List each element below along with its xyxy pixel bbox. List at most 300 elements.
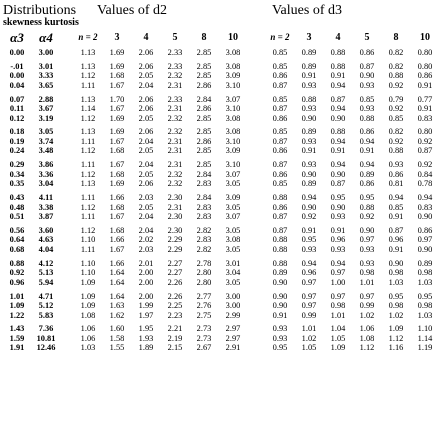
- cell-alpha3: 0.18: [9, 127, 25, 137]
- cell-d3-n4: 1.00: [330, 277, 346, 287]
- cell-d3-n5: 1.08: [359, 333, 375, 343]
- cell-alpha4: 3.60: [38, 225, 54, 235]
- cell-d2-n10: 3.05: [225, 244, 241, 254]
- cell-alpha4: 5.83: [38, 310, 54, 320]
- cell-d3-n10: 1.10: [417, 324, 433, 334]
- cell-alpha4: 12.46: [36, 343, 56, 353]
- cell-d3-n2: 0.86: [272, 146, 288, 156]
- d2-header-n4: 4: [143, 32, 149, 43]
- cell-d2-n8: 2.83: [196, 202, 212, 212]
- cell-alpha3: 0.88: [9, 258, 25, 268]
- cell-d3-n8: 0.85: [388, 113, 404, 123]
- cell-d2-n8: 2.75: [196, 310, 212, 320]
- cell-d3-n8: 1.16: [388, 343, 404, 353]
- cell-d2-n4: 2.06: [138, 94, 154, 104]
- cell-alpha4: 3.48: [38, 146, 54, 156]
- cell-d3-n8: 1.02: [388, 310, 404, 320]
- cell-d2-n5: 2.32: [167, 71, 183, 81]
- cell-d2-n2: 1.10: [80, 235, 96, 245]
- cell-d2-n2: 1.14: [80, 104, 96, 114]
- cell-d3-n8: 0.91: [388, 244, 404, 254]
- cell-d3-n5: 1.02: [359, 310, 375, 320]
- d2-header-n8: 8: [201, 32, 207, 43]
- cell-d2-n4: 1.99: [138, 301, 154, 311]
- cell-d2-n8: 2.67: [196, 343, 212, 353]
- cell-d2-n8: 2.84: [196, 169, 212, 179]
- table-row: [0, 81, 439, 91]
- cell-d3-n5: 0.95: [359, 193, 375, 203]
- cell-d2-n4: 1.93: [138, 333, 154, 343]
- cell-d2-n3: 1.68: [109, 225, 125, 235]
- cell-d2-n5: 2.31: [167, 104, 183, 114]
- cell-d2-n3: 1.67: [109, 80, 125, 90]
- cell-d3-n10: 0.80: [417, 61, 433, 71]
- cell-d2-n10: 3.10: [225, 160, 241, 170]
- cell-d3-n10: 0.80: [417, 127, 433, 137]
- cell-d2-n10: 2.97: [225, 333, 241, 343]
- cell-d2-n8: 2.77: [196, 291, 212, 301]
- cell-d2-n2: 1.12: [80, 169, 96, 179]
- cell-d3-n8: 0.88: [388, 71, 404, 81]
- cell-d3-n8: 0.88: [388, 146, 404, 156]
- cell-d2-n4: 1.97: [138, 310, 154, 320]
- d3-header-n8: 8: [393, 32, 399, 43]
- cell-d2-n10: 3.08: [225, 127, 241, 137]
- cell-d2-n10: 2.97: [225, 324, 241, 334]
- cell-alpha4: 3.05: [38, 127, 54, 137]
- cell-d2-n2: 1.13: [80, 94, 96, 104]
- cell-d3-n3: 0.97: [301, 301, 317, 311]
- cell-d3-n4: 0.98: [330, 301, 346, 311]
- cell-d3-n10: 0.83: [417, 113, 433, 123]
- cell-d3-n3: 0.97: [301, 277, 317, 287]
- cell-alpha4: 3.65: [38, 80, 54, 90]
- cell-d3-n5: 0.89: [359, 169, 375, 179]
- cell-alpha4: 3.00: [38, 48, 54, 57]
- alpha4-header: α4: [39, 30, 53, 45]
- cell-d3-n5: 0.92: [359, 212, 375, 222]
- cell-d3-n4: 0.88: [330, 127, 346, 137]
- cell-d2-n5: 2.29: [167, 235, 183, 245]
- cell-d3-n3: 0.94: [301, 193, 317, 203]
- cell-d3-n10: 0.84: [417, 169, 433, 179]
- cell-alpha3: -.01: [10, 61, 24, 71]
- cell-d2-n2: 1.03: [80, 343, 96, 353]
- cell-alpha4: 4.63: [38, 235, 54, 245]
- cell-d3-n5: 0.93: [359, 104, 375, 114]
- alpha3-header: α3: [10, 30, 24, 45]
- cell-d2-n3: 1.64: [109, 268, 125, 278]
- cell-d2-n2: 1.12: [80, 113, 96, 123]
- cell-d2-n2: 1.13: [80, 127, 96, 137]
- cell-alpha3: 0.35: [9, 179, 25, 189]
- cell-d3-n2: 0.90: [272, 277, 288, 287]
- d3-header-n4: 4: [335, 32, 341, 43]
- cell-d2-n8: 2.85: [196, 48, 212, 57]
- cell-d2-n10: 3.04: [225, 268, 241, 278]
- cell-d2-n5: 2.33: [167, 94, 183, 104]
- cell-d3-n2: 0.88: [272, 258, 288, 268]
- table-row: [0, 301, 439, 311]
- cell-d2-n8: 2.78: [196, 258, 212, 268]
- cell-d3-n8: 0.82: [388, 48, 404, 57]
- cell-d3-n5: 0.88: [359, 202, 375, 212]
- cell-d2-n5: 2.27: [167, 258, 183, 268]
- cell-d2-n4: 2.04: [138, 212, 154, 222]
- cell-d2-n4: 2.06: [138, 127, 154, 137]
- cell-d3-n2: 0.86: [272, 113, 288, 123]
- cell-d3-n2: 0.85: [272, 179, 288, 189]
- cell-d2-n2: 1.11: [80, 80, 96, 90]
- cell-d3-n4: 0.94: [330, 160, 346, 170]
- table-row: [0, 104, 439, 114]
- cell-d3-n10: 0.87: [417, 146, 433, 156]
- cell-d2-n3: 1.68: [109, 169, 125, 179]
- cell-d2-n8: 2.86: [196, 104, 212, 114]
- cell-d3-n4: 0.88: [330, 48, 346, 57]
- cell-d2-n2: 1.13: [80, 179, 96, 189]
- cell-d2-n3: 1.60: [109, 324, 125, 334]
- cell-d2-n5: 2.26: [167, 291, 183, 301]
- cell-d3-n4: 1.09: [330, 343, 346, 353]
- cell-d2-n3: 1.68: [109, 146, 125, 156]
- cell-d3-n8: 0.96: [388, 235, 404, 245]
- cell-d3-n8: 0.91: [388, 212, 404, 222]
- cell-alpha3: 0.00: [9, 48, 25, 57]
- cell-d3-n3: 0.89: [301, 127, 317, 137]
- cell-d3-n5: 1.01: [359, 277, 375, 287]
- cell-d3-n2: 0.85: [272, 48, 288, 57]
- cell-d2-n8: 2.80: [196, 277, 212, 287]
- cell-d2-n4: 2.05: [138, 169, 154, 179]
- cell-d2-n2: 1.09: [80, 291, 96, 301]
- table-row: [0, 71, 439, 81]
- cell-alpha3: 0.12: [9, 113, 25, 123]
- cell-alpha3: 0.96: [9, 277, 25, 287]
- cell-d2-n8: 2.83: [196, 179, 212, 189]
- cell-d2-n10: 3.10: [225, 136, 241, 146]
- cell-d3-n4: 0.97: [330, 291, 346, 301]
- cell-d3-n3: 0.89: [301, 48, 317, 57]
- table-row: [0, 245, 439, 255]
- cell-d3-n8: 0.81: [388, 179, 404, 189]
- cell-alpha3: 1.22: [9, 310, 25, 320]
- cell-d3-n10: 0.78: [417, 179, 433, 189]
- cell-d3-n2: 0.91: [272, 310, 288, 320]
- cell-alpha4: 5.13: [38, 268, 54, 278]
- cell-alpha4: 3.19: [38, 113, 54, 123]
- cell-d2-n2: 1.11: [80, 193, 96, 203]
- cell-d2-n5: 2.30: [167, 225, 183, 235]
- cell-d2-n10: 3.08: [225, 113, 241, 123]
- cell-d3-n4: 0.91: [330, 225, 346, 235]
- cell-d3-n10: 0.91: [417, 80, 433, 90]
- cell-d3-n10: 0.86: [417, 225, 433, 235]
- cell-d2-n2: 1.11: [80, 244, 96, 254]
- cell-d3-n3: 0.95: [301, 235, 317, 245]
- cell-d3-n5: 0.91: [359, 146, 375, 156]
- cell-d3-n8: 1.03: [388, 277, 404, 287]
- table-row: [0, 259, 439, 269]
- cell-d3-n10: 0.83: [417, 202, 433, 212]
- cell-d2-n10: 3.07: [225, 94, 241, 104]
- cell-d3-n4: 0.87: [330, 179, 346, 189]
- cell-d3-n2: 0.86: [272, 71, 288, 81]
- cell-alpha4: 5.12: [38, 301, 54, 311]
- cell-d2-n4: 2.06: [138, 179, 154, 189]
- cell-d3-n5: 0.93: [359, 244, 375, 254]
- cell-d2-n2: 1.13: [80, 61, 96, 71]
- cell-d2-n3: 1.67: [109, 244, 125, 254]
- cell-d2-n3: 1.69: [109, 127, 125, 137]
- cell-d3-n4: 1.01: [330, 310, 346, 320]
- cell-d3-n3: 0.89: [301, 179, 317, 189]
- cell-d3-n2: 0.85: [272, 61, 288, 71]
- cell-d2-n3: 1.69: [109, 48, 125, 57]
- cell-d2-n2: 1.11: [80, 212, 96, 222]
- cell-d2-n3: 1.62: [109, 310, 125, 320]
- cell-alpha3: 0.04: [9, 80, 25, 90]
- cell-alpha4: 3.87: [38, 212, 54, 222]
- table-row: [0, 268, 439, 278]
- table-row: [0, 324, 439, 334]
- cell-d3-n3: 0.91: [301, 146, 317, 156]
- cell-alpha3: 0.68: [9, 244, 25, 254]
- d2-header-n2: n = 2: [78, 32, 98, 42]
- cell-alpha3: 1.59: [9, 333, 25, 343]
- cell-d2-n8: 2.85: [196, 160, 212, 170]
- cell-alpha3: 0.48: [9, 202, 25, 212]
- cell-d2-n5: 2.33: [167, 61, 183, 71]
- cell-d2-n5: 2.31: [167, 160, 183, 170]
- cell-d2-n8: 2.85: [196, 61, 212, 71]
- d3-header-n10: 10: [420, 32, 430, 43]
- cell-d2-n8: 2.85: [196, 113, 212, 123]
- cell-d3-n3: 0.91: [301, 71, 317, 81]
- cell-d3-n8: 0.87: [388, 225, 404, 235]
- cell-d3-n4: 0.90: [330, 169, 346, 179]
- cell-d2-n4: 2.06: [138, 48, 154, 57]
- table-row: [0, 226, 439, 236]
- cell-d2-n4: 2.00: [138, 291, 154, 301]
- cell-d2-n10: 3.05: [225, 277, 241, 287]
- cell-d2-n4: 2.03: [138, 244, 154, 254]
- cell-d2-n8: 2.80: [196, 268, 212, 278]
- cell-d2-n4: 2.05: [138, 113, 154, 123]
- cell-alpha3: 1.01: [9, 291, 25, 301]
- cell-d2-n5: 2.29: [167, 244, 183, 254]
- table-row: [0, 203, 439, 213]
- cell-d2-n5: 2.30: [167, 193, 183, 203]
- cell-d3-n5: 0.93: [359, 80, 375, 90]
- cell-d2-n8: 2.84: [196, 94, 212, 104]
- table-row: [0, 311, 439, 321]
- cell-d3-n3: 0.91: [301, 225, 317, 235]
- table-row: [0, 95, 439, 105]
- cell-d2-n3: 1.66: [109, 258, 125, 268]
- cell-d2-n2: 1.09: [80, 301, 96, 311]
- cell-d3-n2: 0.87: [272, 136, 288, 146]
- cell-d3-n4: 0.93: [330, 212, 346, 222]
- cell-d3-n4: 1.05: [330, 333, 346, 343]
- cell-d3-n3: 0.89: [301, 61, 317, 71]
- cell-alpha3: 1.09: [9, 301, 25, 311]
- cell-d2-n10: 3.07: [225, 169, 241, 179]
- cell-d3-n2: 0.93: [272, 324, 288, 334]
- cell-alpha4: 4.71: [38, 291, 54, 301]
- cell-d3-n5: 1.12: [359, 343, 375, 353]
- cell-d2-n3: 1.67: [109, 160, 125, 170]
- cell-d2-n10: 3.08: [225, 48, 241, 57]
- cell-d2-n10: 3.00: [225, 291, 241, 301]
- cell-d2-n10: 3.09: [225, 146, 241, 156]
- cell-d2-n10: 3.05: [225, 202, 241, 212]
- cell-d3-n5: 0.94: [359, 160, 375, 170]
- cell-d2-n2: 1.13: [80, 48, 96, 57]
- cell-d2-n8: 2.85: [196, 71, 212, 81]
- cell-d2-n2: 1.12: [80, 202, 96, 212]
- cell-d2-n2: 1.08: [80, 310, 96, 320]
- cell-d2-n10: 3.05: [225, 225, 241, 235]
- cell-alpha4: 10.81: [36, 333, 56, 343]
- cell-d3-n10: 0.92: [417, 160, 433, 170]
- column-header-row: [0, 30, 439, 45]
- cell-d2-n5: 2.21: [167, 324, 183, 334]
- cell-d2-n4: 2.04: [138, 136, 154, 146]
- table-row: [0, 127, 439, 137]
- cell-d3-n3: 0.93: [301, 80, 317, 90]
- cell-d3-n2: 0.85: [272, 127, 288, 137]
- d2-header-n5: 5: [172, 32, 178, 43]
- cell-d2-n3: 1.67: [109, 212, 125, 222]
- cell-d3-n8: 0.85: [388, 202, 404, 212]
- cell-d2-n8: 2.84: [196, 193, 212, 203]
- cell-d2-n4: 2.03: [138, 193, 154, 203]
- d3-header-n3: 3: [306, 32, 312, 43]
- cell-alpha3: 0.34: [9, 169, 25, 179]
- cell-alpha3: 0.07: [9, 94, 25, 104]
- cell-d3-n8: 0.92: [388, 136, 404, 146]
- cell-d3-n3: 0.90: [301, 169, 317, 179]
- cell-d2-n5: 2.15: [167, 343, 183, 353]
- cell-d2-n3: 1.68: [109, 202, 125, 212]
- cell-d3-n4: 0.91: [330, 71, 346, 81]
- cell-d3-n5: 0.90: [359, 225, 375, 235]
- cell-d3-n3: 0.90: [301, 113, 317, 123]
- cell-d2-n5: 2.23: [167, 310, 183, 320]
- cell-d2-n10: 3.09: [225, 193, 241, 203]
- cell-d2-n8: 2.82: [196, 225, 212, 235]
- cell-d3-n5: 0.86: [359, 127, 375, 137]
- cell-d2-n3: 1.55: [109, 343, 125, 353]
- cell-alpha4: 4.11: [38, 193, 54, 203]
- table-row: [0, 146, 439, 156]
- table-row: [0, 179, 439, 189]
- cell-d3-n4: 0.94: [330, 258, 346, 268]
- cell-d2-n3: 1.69: [109, 179, 125, 189]
- cell-d3-n4: 0.95: [330, 193, 346, 203]
- cell-d3-n5: 0.97: [359, 291, 375, 301]
- cell-d2-n5: 2.31: [167, 80, 183, 90]
- cell-d3-n10: 1.19: [417, 343, 433, 353]
- cell-d3-n5: 0.94: [359, 136, 375, 146]
- cell-d3-n2: 0.89: [272, 268, 288, 278]
- cell-alpha3: 0.43: [9, 193, 25, 203]
- table-row: [0, 193, 439, 203]
- cell-d3-n8: 0.90: [388, 258, 404, 268]
- cell-d2-n3: 1.67: [109, 136, 125, 146]
- cell-d3-n5: 0.99: [359, 301, 375, 311]
- table-body: [0, 48, 439, 353]
- d3-header-n2: n = 2: [270, 32, 290, 42]
- table-row: [0, 278, 439, 288]
- table-row: [0, 62, 439, 72]
- cell-alpha4: 7.36: [38, 324, 54, 334]
- cell-d3-n10: 0.98: [417, 268, 433, 278]
- cell-d3-n5: 0.90: [359, 71, 375, 81]
- cell-d3-n5: 0.86: [359, 48, 375, 57]
- cell-alpha3: 0.92: [9, 268, 25, 278]
- cell-d2-n4: 1.95: [138, 324, 154, 334]
- cell-d2-n2: 1.11: [80, 136, 96, 146]
- cell-d3-n4: 0.91: [330, 146, 346, 156]
- table-row: [0, 235, 439, 245]
- cell-d2-n8: 2.73: [196, 324, 212, 334]
- cell-d3-n10: 0.94: [417, 193, 433, 203]
- table-row: [0, 170, 439, 180]
- cell-d3-n3: 0.88: [301, 94, 317, 104]
- table-row: [0, 137, 439, 147]
- table-row: [0, 212, 439, 222]
- cell-d3-n8: 0.98: [388, 268, 404, 278]
- cell-d3-n10: 0.90: [417, 212, 433, 222]
- cell-d2-n5: 2.30: [167, 212, 183, 222]
- cell-alpha4: 2.88: [38, 94, 54, 104]
- cell-d3-n4: 0.94: [330, 104, 346, 114]
- cell-d3-n8: 0.98: [388, 301, 404, 311]
- cell-d2-n8: 2.85: [196, 146, 212, 156]
- cell-d3-n2: 0.85: [272, 94, 288, 104]
- d3-header-n5: 5: [364, 32, 370, 43]
- cell-d3-n10: 0.89: [417, 258, 433, 268]
- cell-d3-n5: 0.88: [359, 113, 375, 123]
- cell-d3-n2: 0.87: [272, 80, 288, 90]
- cell-d3-n8: 0.92: [388, 80, 404, 90]
- cell-d2-n10: 3.07: [225, 212, 241, 222]
- cell-d3-n3: 0.96: [301, 268, 317, 278]
- cell-d2-n5: 2.31: [167, 202, 183, 212]
- cell-d2-n2: 1.10: [80, 268, 96, 278]
- cell-alpha4: 3.67: [38, 104, 54, 114]
- cell-alpha3: 0.19: [9, 136, 25, 146]
- table-row: [0, 343, 439, 353]
- cell-d2-n5: 2.31: [167, 136, 183, 146]
- cell-d2-n4: 2.04: [138, 160, 154, 170]
- cell-d2-n2: 1.06: [80, 333, 96, 343]
- cell-d3-n2: 0.88: [272, 244, 288, 254]
- cell-d2-n5: 2.32: [167, 127, 183, 137]
- cell-d2-n10: 3.08: [225, 61, 241, 71]
- cell-d3-n4: 0.97: [330, 268, 346, 278]
- cell-alpha4: 3.33: [38, 71, 54, 81]
- cell-d3-n2: 0.88: [272, 193, 288, 203]
- cell-alpha4: 3.74: [38, 136, 54, 146]
- cell-d3-n4: 0.88: [330, 61, 346, 71]
- cell-d3-n4: 0.96: [330, 235, 346, 245]
- cell-alpha3: 0.51: [9, 212, 25, 222]
- cell-d3-n10: 0.77: [417, 94, 433, 104]
- cell-alpha3: 0.00: [9, 71, 25, 81]
